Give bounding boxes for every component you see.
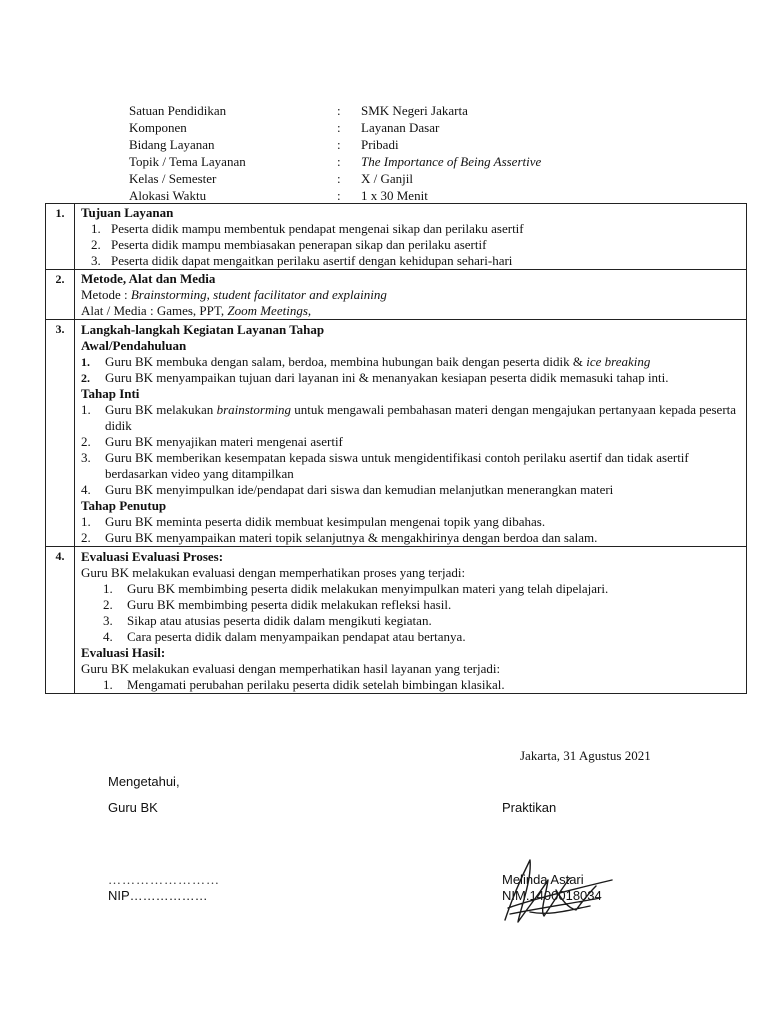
section-body [75, 204, 747, 270]
list-item: 3. Peserta didik dapat mengaitkan perilaku asertif dengan kehidupan sehari-hari [91, 253, 513, 268]
list-item: 1. Guru BK melakukan brainstorming untuk mengawali pembahasan materi dengan mengajukan pertanyaan kepada peserta didik [81, 402, 737, 433]
list-item: 2. Guru BK menyampaikan tujuan dari layanan ini & menanyakan kesiapan peserta didik memasuki tahap inti. [81, 370, 669, 385]
list-item: 2. Guru BK membimbing peserta didik melakukan refleksi hasil. [103, 597, 452, 612]
counselor-nip: NIP……………… [108, 888, 208, 903]
section-number: 1. [46, 204, 75, 270]
list-item: 1. Guru BK membimbing peserta didik melakukan menyimpulkan materi yang telah dipelajari. [103, 581, 609, 596]
list-item: 3. Guru BK memberikan kesempatan kepada siswa untuk mengidentifikasi contoh perilaku asertif dan tidak asertif berdasarkan video yang ditampilkan [81, 450, 689, 481]
info-row [129, 120, 661, 137]
lesson-plan-table [45, 203, 747, 694]
info-value: Pribadi [361, 137, 399, 152]
section-body [75, 320, 747, 547]
section-row [46, 270, 747, 320]
section-title: Metode, Alat dan Media [81, 271, 216, 286]
info-separator: : [337, 188, 341, 203]
list-item: 1. Mengamati perubahan perilaku peserta didik setelah bimbingan klasikal. [103, 677, 505, 692]
section-title: Tujuan Layanan [81, 205, 174, 220]
info-label: Bidang Layanan [129, 137, 215, 152]
subsection-title: Evaluasi Hasil: [81, 645, 166, 660]
evaluation-intro: Guru BK melakukan evaluasi dengan memperhatikan proses yang terjadi: [81, 565, 466, 580]
counselor-name-blank: …………………… [108, 872, 220, 887]
section-row [46, 547, 747, 694]
info-value: SMK Negeri Jakarta [361, 103, 468, 118]
subsection-title: Tahap Penutup [81, 498, 167, 513]
result-evaluation-list [81, 677, 740, 693]
info-label: Komponen [129, 120, 187, 135]
subsection-title: Awal/Pendahuluan [81, 338, 187, 353]
info-value: 1 x 30 Menit [361, 188, 428, 203]
info-value: X / Ganjil [361, 171, 413, 186]
section-body [75, 547, 747, 694]
evaluation-intro: Guru BK melakukan evaluasi dengan memperhatikan hasil layanan yang terjadi: [81, 661, 501, 676]
list-item: 3. Sikap atau atusias peserta didik dalam mengikuti kegiatan. [103, 613, 432, 628]
objective-list [81, 221, 740, 269]
counselor-label: Guru BK [108, 800, 158, 815]
list-item: 1. Guru BK membuka dengan salam, berdoa, membina hubungan baik dengan peserta didik & ice breaking [81, 354, 651, 369]
section-row [46, 320, 747, 547]
info-separator: : [337, 137, 341, 152]
intern-name: Melinda Astari [502, 872, 584, 887]
section-number: 2. [46, 270, 75, 320]
info-label: Satuan Pendidikan [129, 103, 227, 118]
section-title: Evaluasi Evaluasi Proses: [81, 549, 224, 564]
info-separator: : [337, 120, 341, 135]
closing-steps-list [81, 514, 740, 546]
info-label: Topik / Tema Layanan [129, 154, 246, 169]
info-value: The Importance of Being Assertive [361, 154, 542, 169]
list-item: 2. Guru BK menyampaikan materi topik selanjutnya & mengakhirinya dengan berdoa dan salam. [81, 530, 598, 545]
info-row [129, 154, 661, 171]
list-item: 4. Guru BK menyimpulkan ide/pendapat dari siswa dan kemudian melanjutkan menerangkan materi [81, 482, 614, 497]
acknowledged-label: Mengetahui, [108, 774, 180, 789]
core-steps-list [81, 402, 740, 498]
subsection-title: Tahap Inti [81, 386, 140, 401]
info-row [129, 137, 661, 154]
list-item: 1. Guru BK meminta peserta didik membuat kesimpulan mengenai topik yang dibahas. [81, 514, 546, 529]
list-item: 1. Peserta didik mampu membentuk pendapat mengenai sikap dan perilaku asertif [91, 221, 524, 236]
intern-nim: NIM.1400018034 [502, 888, 602, 903]
list-item: 4. Cara peserta didik dalam menyampaikan pendapat atau bertanya. [103, 629, 466, 644]
info-separator: : [337, 103, 341, 118]
intern-label: Praktikan [502, 800, 557, 815]
section-number: 4. [46, 547, 75, 694]
section-title: Langkah-langkah Kegiatan Layanan Tahap [81, 322, 325, 337]
info-separator: : [337, 171, 341, 186]
list-item: 2. Guru BK menyajikan materi mengenai asertif [81, 434, 343, 449]
section-body [75, 270, 747, 320]
info-separator: : [337, 154, 341, 169]
identity-block [129, 103, 661, 205]
info-label: Kelas / Semester [129, 171, 217, 186]
info-row [129, 171, 661, 188]
info-value: Layanan Dasar [361, 120, 440, 135]
handwritten-signature [500, 850, 620, 928]
media-line: Alat / Media : Games, PPT, Zoom Meetings, [81, 303, 312, 318]
place-date: Jakarta, 31 Agustus 2021 [520, 748, 651, 763]
section-row [46, 204, 747, 270]
method-line: Metode : Brainstorming, student facilitator and explaining [81, 287, 387, 302]
info-row [129, 103, 661, 120]
section-number: 3. [46, 320, 75, 547]
process-evaluation-list [81, 581, 740, 645]
opening-steps-list [81, 354, 740, 386]
info-label: Alokasi Waktu [129, 188, 207, 203]
list-item: 2. Peserta didik mampu membiasakan penerapan sikap dan perilaku asertif [91, 237, 487, 252]
